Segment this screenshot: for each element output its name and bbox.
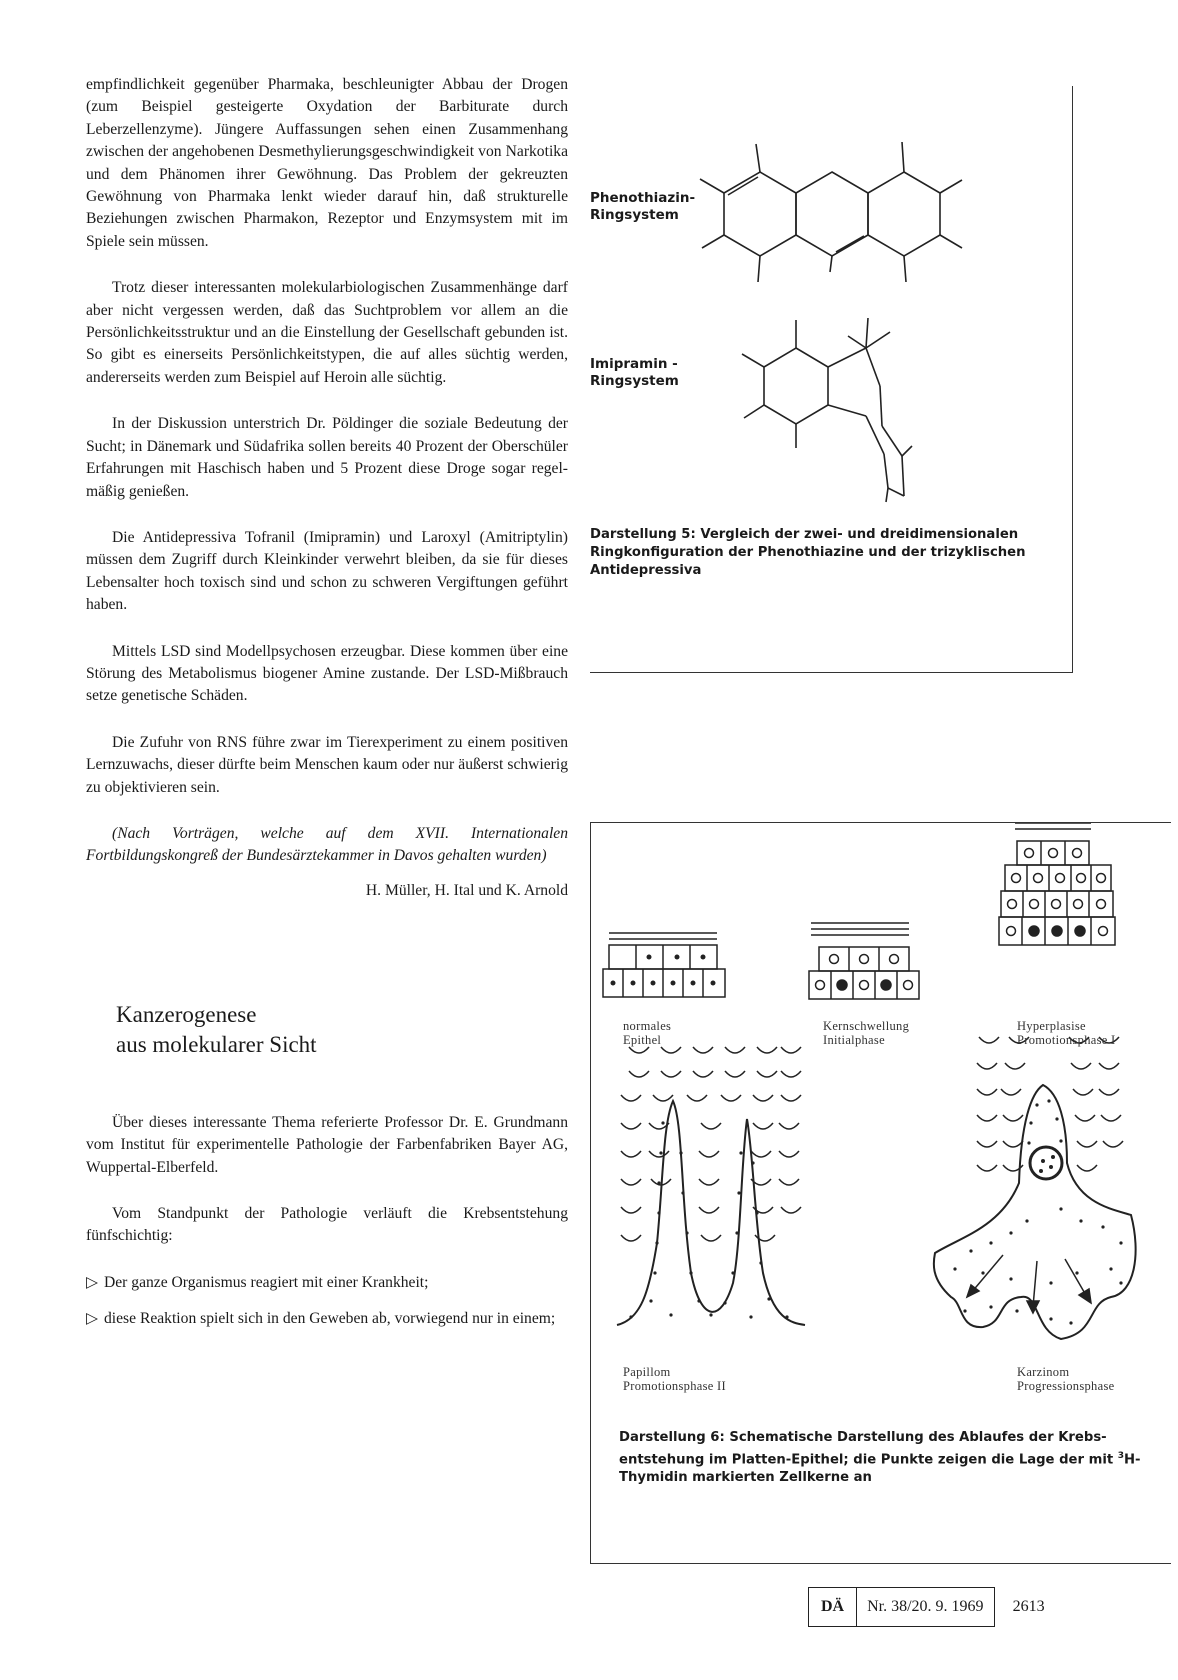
heading-line-1: Kanzerogenese: [116, 1001, 257, 1027]
label-line: Ringsystem: [590, 207, 679, 223]
stage-label-hyperplasia: [1017, 1019, 1116, 1047]
page-number: 2613: [1012, 1598, 1045, 1615]
stage-label-swelling: [823, 1019, 909, 1047]
stage-label-carcinoma: [1017, 1365, 1114, 1393]
journal-abbrev: DÄ: [809, 1588, 857, 1626]
caption-superscript: 3: [1117, 1451, 1124, 1461]
caption-text: H-Thymidin markierten Zellkerne an: [619, 1452, 1141, 1486]
stage-normal-epithelium: [603, 933, 725, 997]
bullet-item: [86, 1272, 568, 1294]
page-footer: [808, 1587, 1045, 1627]
figure-5-caption: Darstellung 5: Vergleich der zwei- und dreidimensionalen Ringkonfiguration der Phenothiazine und der trizyklischen Antidepressiva: [590, 527, 1026, 578]
paragraph: Vom Standpunkt der Pathologie verläuft die Krebsentstehung fünfschichtig:: [86, 1205, 568, 1245]
squamous-layers: [977, 1037, 1123, 1171]
bullet-text: Der ganze Organismus reagiert mit einer Krankheit;: [104, 1273, 429, 1291]
figure-6: [590, 822, 1171, 1564]
label-line: Ringsystem: [590, 373, 679, 389]
left-column: [86, 74, 568, 1345]
label-line: Papillom: [623, 1365, 671, 1379]
label-line: Phenothiazin-: [590, 190, 696, 206]
issue-info: Nr. 38/20. 9. 1969: [867, 1598, 984, 1615]
phenothiazine-label: [590, 190, 695, 224]
stage-carcinoma: [934, 1037, 1136, 1339]
label-line: Epithel: [623, 1033, 662, 1047]
caption-text: Darstellung 6: Schematische Darstellung des Ablaufes der Krebsentstehung im Platten-Epithel; die Punkte zeigen die Lage der mit: [619, 1430, 1118, 1468]
label-line: Kernschwellung: [823, 1019, 910, 1033]
phenothiazine-structure: [700, 142, 962, 282]
stage-label-normal: [623, 1019, 671, 1047]
figure-6-caption: [619, 1429, 1149, 1487]
labeled-nuclei-dots: [629, 1121, 788, 1318]
label-line: normales: [623, 1019, 672, 1033]
label-line: Promotionsphase I: [1017, 1033, 1116, 1047]
squamous-layers: [621, 1047, 801, 1241]
figure-5: [590, 86, 1073, 673]
triangle-bullet-icon: ▷: [86, 1273, 98, 1291]
authors: H. Müller, H. Ital und K. Arnold: [365, 881, 568, 899]
source-note: (Nach Vorträgen, welche auf dem XVII. Internationalen Fortbildungskongreß der Bundesärztekammer in Davos gehalten wurden): [86, 824, 568, 865]
triangle-bullet-icon: ▷: [86, 1310, 98, 1328]
paragraph: Mittels LSD sind Modellpsychosen erzeugbar. Diese kommen über eine Störung des Metabolismus biogener Amine zustande. Der LSD-Mißbrauch setze genetische Schäden.: [86, 642, 568, 705]
label-line: Hyperplasise: [1017, 1019, 1086, 1033]
stage-label-papilloma: [623, 1365, 726, 1393]
stage-nuclear-swelling: [809, 923, 919, 999]
paragraph: Trotz dieser interessanten molekularbiologischen Zusammenhänge darf aber nicht vergessen werden, daß das Suchtproblem vor allem an die Persönlichkeitsstruktur und an die Einstellung der Gesellschaft gebunden ist. So gibt es einerseits Persönlichkeitstypen, die auf alles süchtig werden, andererseits werden zum Beispiel auf Heroin alle süchtig.: [86, 279, 568, 386]
label-line: Promotionsphase II: [623, 1379, 726, 1393]
paragraph: In der Diskussion unterstrich Dr. Pöldinger die soziale Bedeutung der Sucht; in Dänemark und Südafrika sollen bereits 40 Prozent der Oberschüler Erfahrungen mit Haschisch haben und 5 Prozent diese Droge sogar regelmäßig genießen.: [86, 415, 568, 500]
imipramine-label: [590, 356, 679, 390]
bullet-item: [86, 1308, 568, 1330]
journal-box: [808, 1587, 995, 1627]
label-line: Initialphase: [823, 1033, 885, 1047]
section-heading: [116, 1000, 568, 1060]
paragraph: empfindlichkeit gegenüber Pharmaka, beschleunigter Abbau der Drogen (zum Beispiel gesteigerte Oxydation der Barbiturate durch Leberzellenzyme). Jüngere Auffassungen sehen einen Zusammenhang zwischen der angehobenen Desmethylierungsgeschwindigkeit von Narkotika und dem Phänomen ihrer Gewöhnung. Das Problem der gekreuzten Gewöhnung von Pharmaka lenkt wieder darauf hin, daß strukturelle Beziehungen zwischen Pharmakon, Rezeptor und Enzymsystem mit im Spiele sein müssen.: [86, 76, 568, 250]
paragraph: Die Zufuhr von RNS führe zwar im Tierexperiment zu einem positiven Lernzuwachs, dieser dürfte beim Menschen kaum oder nur äußerst schwierig zu objektivieren sein.: [86, 733, 568, 796]
label-line: Imipramin -: [590, 356, 678, 372]
paragraph: Über dieses interessante Thema referierte Professor Dr. E. Grundmann vom Institut für experimentelle Pathologie der Farbenfabriken Bayer AG, Wuppertal-Elberfeld.: [86, 1113, 568, 1176]
stage-hyperplasia: [999, 823, 1115, 945]
bullet-text: diese Reaktion spielt sich in den Geweben ab, vorwiegend nur in einem;: [104, 1310, 556, 1328]
imipramine-structure: [742, 318, 912, 502]
heading-line-2: aus molekularer Sicht: [116, 1031, 317, 1057]
stage-papilloma: [617, 1047, 805, 1325]
label-line: Progressionsphase: [1017, 1379, 1115, 1393]
paragraph: Die Antidepressiva Tofranil (Imipramin) und Laroxyl (Amitriptylin) müssen dem Zugriff durch Kleinkinder verwehrt bleiben, da sie für dieses Lebensalter hoch toxisch sind und schon zu schweren Vergiftungen geführt haben.: [86, 528, 568, 614]
label-line: Karzinom: [1017, 1365, 1070, 1379]
